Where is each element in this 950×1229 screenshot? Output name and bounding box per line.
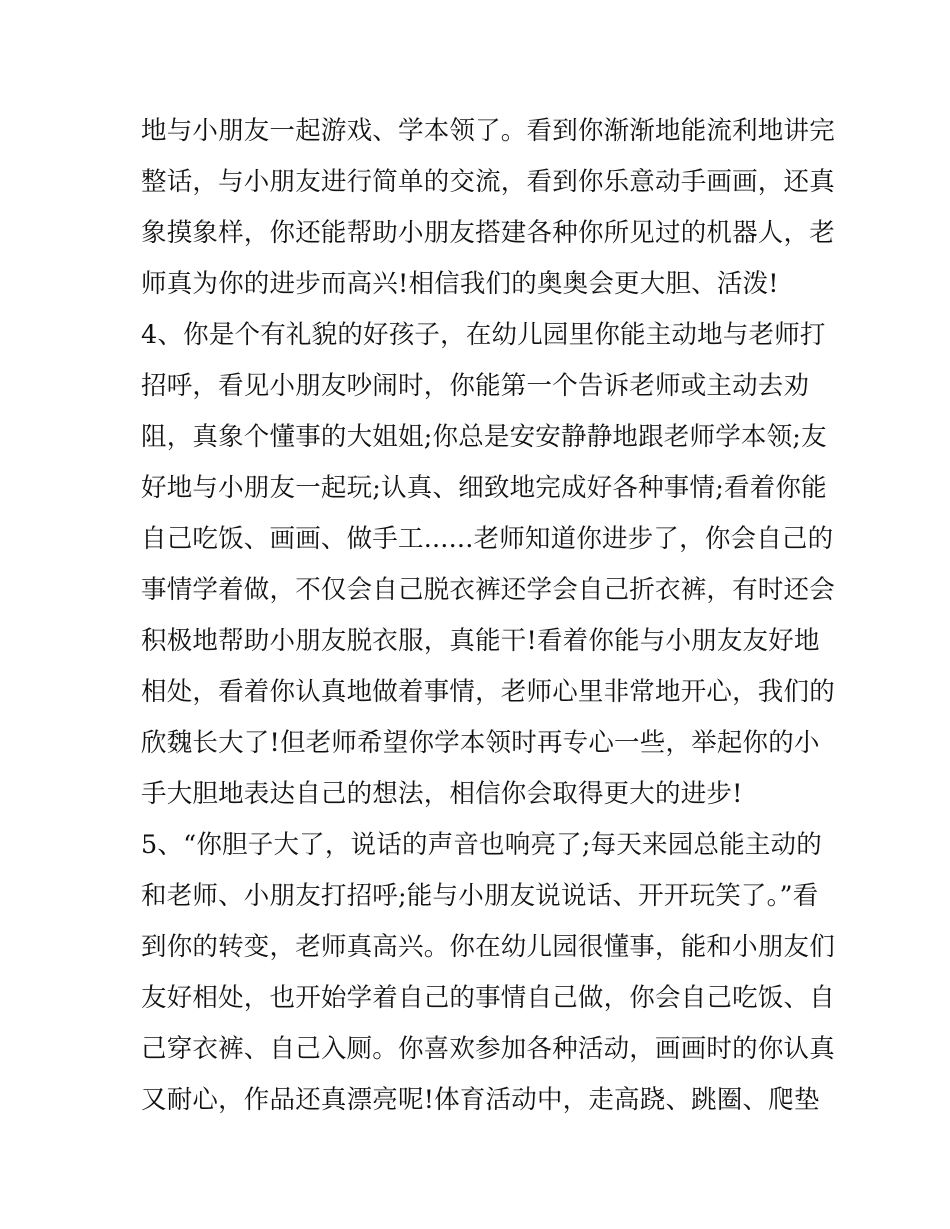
text-line: 象摸象样，你还能帮助小朋友搭建各种你所见过的机器人，老	[141, 218, 835, 248]
text-line: 阻，真象个懂事的大姐姐;你总是安安静静地跟老师学本领;友	[141, 422, 827, 452]
text-line: 相处，看着你认真地做着事情，老师心里非常地开心，我们的	[141, 677, 835, 707]
text-line: 师真为你的进步而高兴!相信我们的奥奥会更大胆、活泼!	[141, 269, 779, 299]
text-line: 地与小朋友一起游戏、学本领了。看到你渐渐地能流利地讲完	[141, 116, 835, 146]
text-line: 手大胆地表达自己的想法，相信你会取得更大的进步!	[141, 779, 743, 809]
text-line: 整话，与小朋友进行简单的交流，看到你乐意动手画画，还真	[141, 167, 835, 197]
text-line: 招呼，看见小朋友吵闹时，你能第一个告诉老师或主动去劝	[141, 371, 810, 401]
text-line: 和老师、小朋友打招呼;能与小朋友说说话、开开玩笑了。”看	[141, 881, 819, 911]
text-line: 欣魏长大了!但老师希望你学本领时再专心一些，举起你的小	[141, 728, 820, 758]
text-line: 又耐心，作品还真漂亮呢!体育活动中，走高跷、跳圈、爬垫	[141, 1085, 820, 1115]
text-line: 好地与小朋友一起玩;认真、细致地完成好各种事情;看着你能	[141, 473, 827, 503]
text-line: 事情学着做，不仅会自己脱衣裤还学会自己折衣裤，有时还会	[141, 575, 835, 605]
text-line: 4、你是个有礼貌的好孩子，在幼儿园里你能主动地与老师打	[141, 320, 826, 350]
text-line: 5、“你胆子大了，说话的声音也响亮了;每天来园总能主动的	[141, 830, 822, 860]
text-line: 友好相处，也开始学着自己的事情自己做，你会自己吃饭、自	[141, 983, 835, 1013]
text-line: 积极地帮助小朋友脱衣服，真能干!看着你能与小朋友友好地	[141, 626, 820, 656]
text-line: 己穿衣裤、自己入厕。你喜欢参加各种活动，画画时的你认真	[141, 1034, 835, 1064]
document-body	[141, 106, 835, 1126]
text-line: 到你的转变，老师真高兴。你在幼儿园很懂事，能和小朋友们	[141, 932, 835, 962]
text-line: 自己吃饭、画画、做手工......老师知道你进步了，你会自己的	[141, 524, 834, 554]
